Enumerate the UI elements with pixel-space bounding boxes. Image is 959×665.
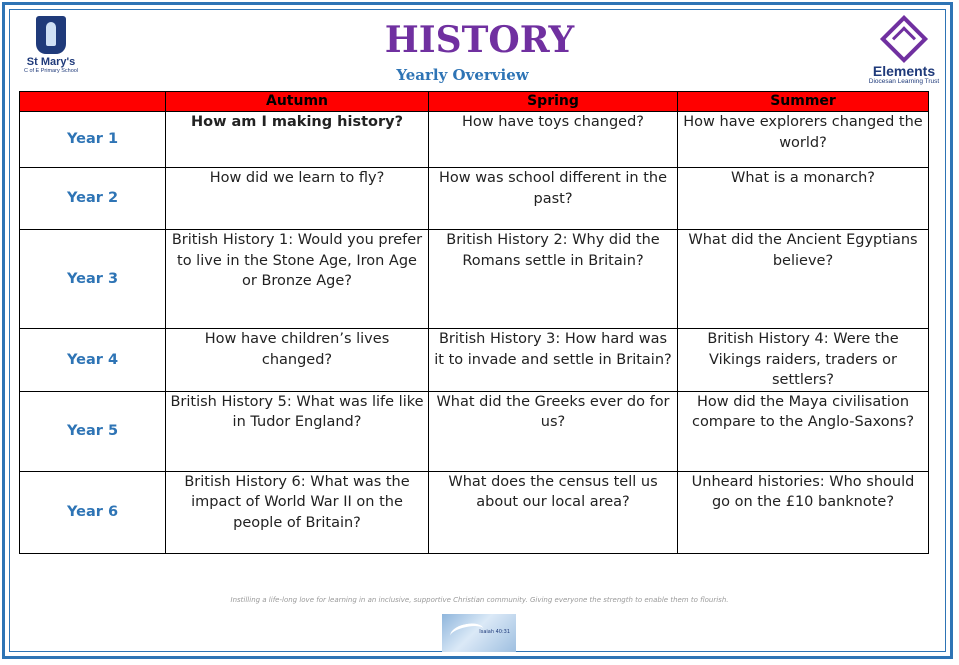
trust-subtitle: Diocesan Learning Trust <box>868 78 940 85</box>
autumn-topic: How am I making history? <box>166 112 429 168</box>
table-row <box>20 230 929 329</box>
year-label: Year 6 <box>20 471 166 553</box>
summer-topic: What did the Ancient Egyptians believe? <box>678 230 929 329</box>
table-row <box>20 471 929 553</box>
verse-image <box>442 614 516 652</box>
trust-name: Elements <box>872 63 936 79</box>
autumn-topic: How did we learn to fly? <box>166 168 429 230</box>
year-label: Year 3 <box>20 230 166 329</box>
spring-topic: What did the Greeks ever do for us? <box>429 391 678 471</box>
summer-topic: Unheard histories: Who should go on the £10 banknote? <box>678 471 929 553</box>
header-empty-cell <box>20 92 166 112</box>
spring-topic: British History 2: Why did the Romans settle in Britain? <box>429 230 678 329</box>
history-overview-table <box>19 91 929 554</box>
table-header-row <box>20 92 929 112</box>
summer-topic: British History 4: Were the Vikings raiders, traders or settlers? <box>678 329 929 392</box>
page-subtitle: Yearly Overview <box>396 66 529 84</box>
trust-logo <box>866 18 942 85</box>
page-title: HISTORY <box>384 19 575 61</box>
table-row <box>20 391 929 471</box>
school-subtitle: C of E Primary School <box>23 68 79 74</box>
school-name: St Mary's <box>26 56 76 68</box>
table-row <box>20 168 929 230</box>
spring-topic: What does the census tell us about our local area? <box>429 471 678 553</box>
table-row <box>20 112 929 168</box>
autumn-topic: British History 6: What was the impact of World War II on the people of Britain? <box>166 471 429 553</box>
summer-topic: What is a monarch? <box>678 168 929 230</box>
summer-topic: How have explorers changed the world? <box>678 112 929 168</box>
diamond-logo-icon <box>880 15 928 63</box>
year-label: Year 4 <box>20 329 166 392</box>
verse-reference: Isaiah 40:31 <box>479 629 510 635</box>
spring-topic: British History 3: How hard was it to invade and settle in Britain? <box>429 329 678 392</box>
school-motto: Instilling a life-long love for learning in an inclusive, supportive Christian community. Giving everyone the strength to enable them to flourish. <box>230 596 729 604</box>
spring-topic: How have toys changed? <box>429 112 678 168</box>
summer-topic: How did the Maya civilisation compare to the Anglo-Saxons? <box>678 391 929 471</box>
year-label: Year 5 <box>20 391 166 471</box>
column-header: Autumn <box>166 92 429 112</box>
column-header: Spring <box>429 92 678 112</box>
autumn-topic: British History 5: What was life like in Tudor England? <box>166 391 429 471</box>
autumn-topic: How have children’s lives changed? <box>166 329 429 392</box>
year-label: Year 1 <box>20 112 166 168</box>
autumn-topic: British History 1: Would you prefer to live in the Stone Age, Iron Age or Bronze Age? <box>166 230 429 329</box>
table-row <box>20 329 929 392</box>
spring-topic: How was school different in the past? <box>429 168 678 230</box>
year-label: Year 2 <box>20 168 166 230</box>
column-header: Summer <box>678 92 929 112</box>
